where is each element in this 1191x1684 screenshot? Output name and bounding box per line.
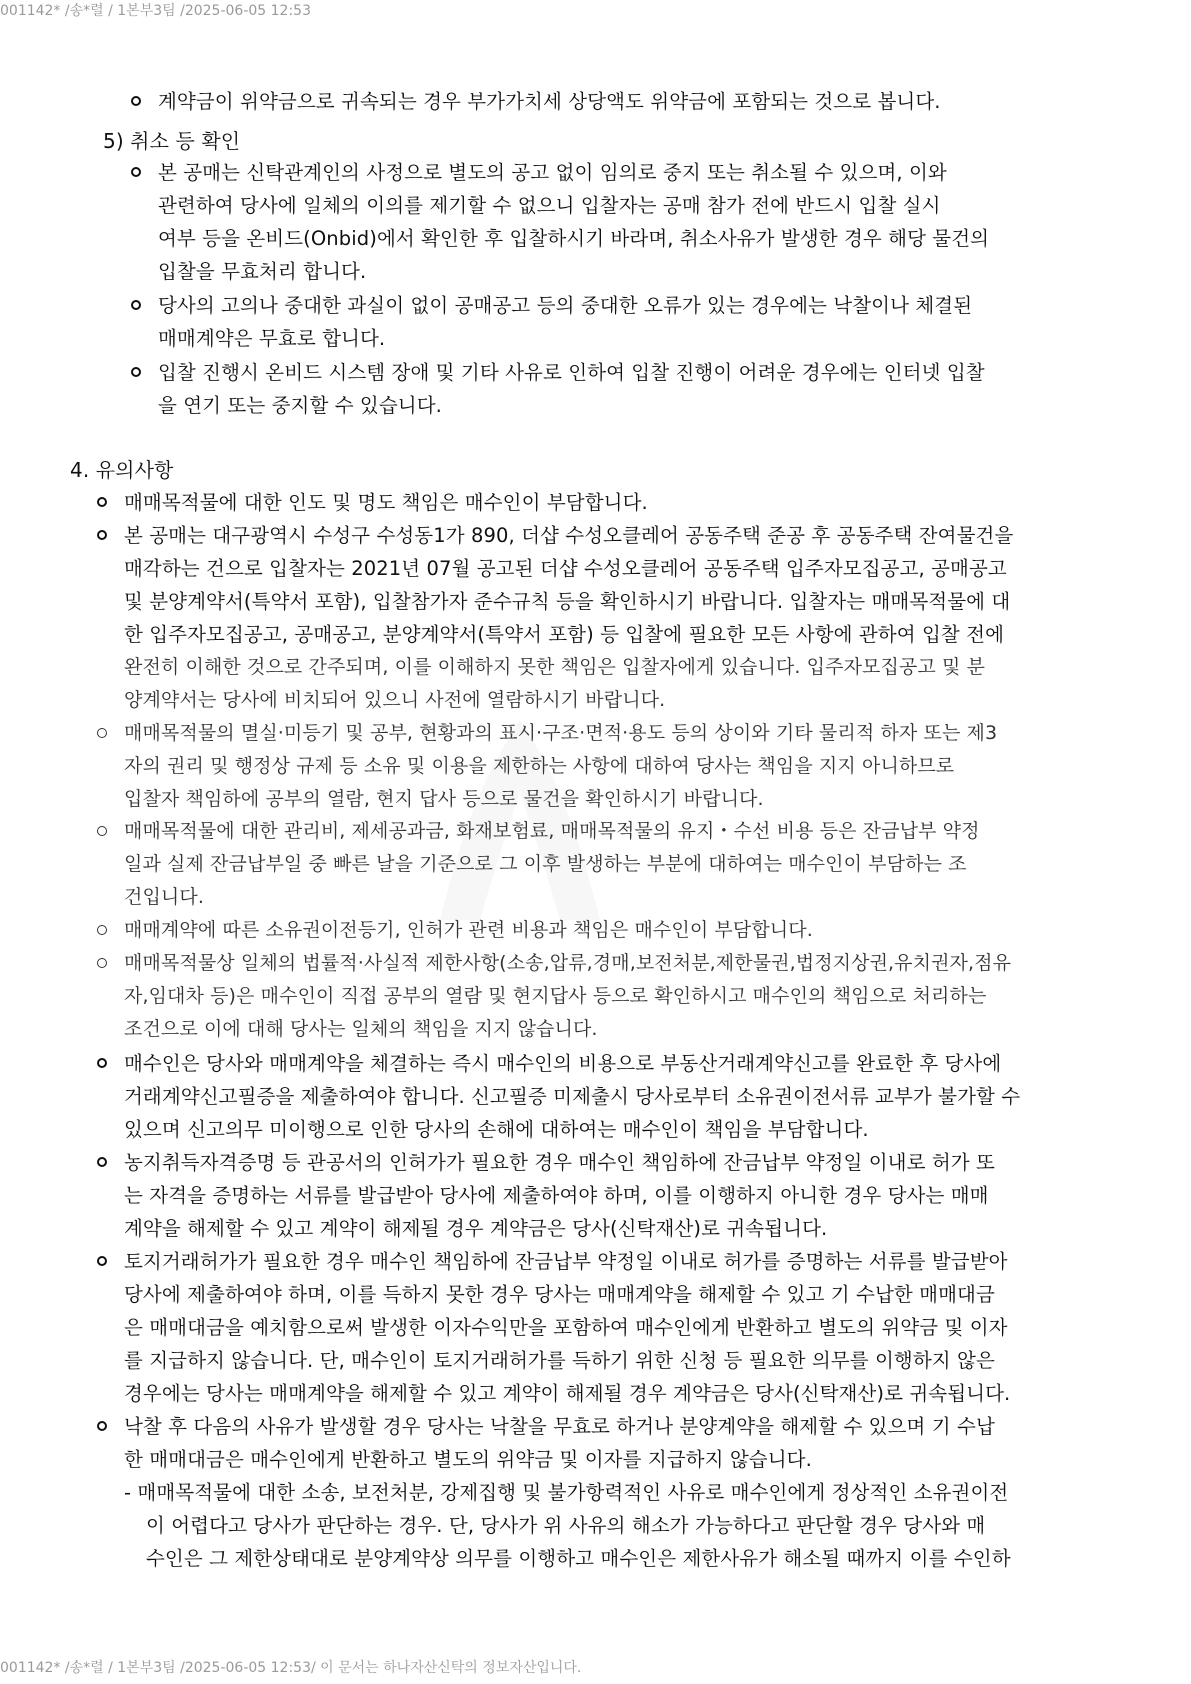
bullet-icon bbox=[97, 958, 107, 968]
bullet-icon bbox=[131, 367, 141, 377]
bullet-icon bbox=[97, 1421, 107, 1431]
text-line: 매수인은 당사와 매매계약을 체결하는 즉시 매수인의 비용으로 부동산거래계약신고를 완료한 후 당사에 bbox=[124, 1052, 1002, 1075]
bullet-icon bbox=[97, 1058, 107, 1068]
text-line: 계약금이 위약금으로 귀속되는 경우 부가가치세 상당액도 위약금에 포함되는 것으로 봅니다. bbox=[158, 90, 941, 113]
text-line: 한 매매대금은 매수인에게 반환하고 별도의 위약금 및 이자를 지급하지 않습니다. bbox=[124, 1448, 812, 1471]
text-line: 한 입주자모집공고, 공매공고, 분양계약서(특약서 포함) 등 입찰에 필요한 모든 사항에 관하여 입찰 전에 bbox=[124, 623, 1005, 646]
text-line: 매매목적물에 대한 관리비, 제세공과금, 화재보험료, 매매목적물의 유지・수선 비용 등은 잔금납부 약정 bbox=[124, 820, 980, 842]
text-line: 본 공매는 신탁관계인의 사정으로 별도의 공고 없이 임의로 중지 또는 취소될 수 있으며, 이와 bbox=[158, 161, 947, 184]
text-line: 매각하는 건으로 입찰자는 2021년 07월 공고된 더샵 수성오클레어 공동주택 입주자모집공고, 공매공고 bbox=[124, 557, 1007, 580]
text-line: 은 매매대금을 예치함으로써 발생한 이자수익만을 포함하여 매수인에게 반환하고 별도의 위약금 및 이자 bbox=[124, 1316, 1008, 1339]
text-line: 여부 등을 온비드(Onbid)에서 확인한 후 입찰하시기 바라며, 취소사유가 발생한 경우 해당 물건의 bbox=[158, 227, 990, 250]
bullet-icon bbox=[131, 167, 141, 177]
text-line: 당사에 제출하여야 하며, 이를 득하지 못한 경우 당사는 매매계약을 해제할 수 있고 기 수납한 매매대금 bbox=[124, 1283, 995, 1306]
bullet-icon bbox=[97, 826, 107, 836]
text-line: 관련하여 당사에 일체의 이의를 제기할 수 없으니 입찰자는 공매 참가 전에 반드시 입찰 실시 bbox=[158, 194, 941, 217]
text-line: 토지거래허가가 필요한 경우 매수인 책임하에 잔금납부 약정일 이내로 허가를 증명하는 서류를 발급받아 bbox=[124, 1250, 1008, 1273]
text-line: 당사의 고의나 중대한 과실이 없이 공매공고 등의 중대한 오류가 있는 경우에는 낙찰이나 체결된 bbox=[158, 294, 973, 317]
text-line: 경우에는 당사는 매매계약을 해제할 수 있고 계약이 해제될 경우 계약금은 당사(신탁재산)로 귀속됩니다. bbox=[124, 1382, 1011, 1405]
text-line: 조건으로 이에 대해 당사는 일체의 책임을 지지 않습니다. bbox=[124, 1018, 598, 1040]
text-line: 매매계약은 무효로 합니다. bbox=[158, 327, 386, 350]
header-stamp: 001142* /송*렬 / 1본부3팀 /2025-06-05 12:53 bbox=[0, 3, 311, 19]
text-line: 있으며 신고의무 미이행으로 인한 당사의 손해에 대하여는 매수인이 책임을 부담합니다. bbox=[124, 1118, 869, 1141]
text-line: 자,임대차 등)은 매수인이 직접 공부의 열람 및 현지답사 등으로 확인하시고 매수인의 책임으로 처리하는 bbox=[124, 985, 987, 1007]
text-line: 를 지급하지 않습니다. 단, 매수인이 토지거래허가를 득하기 위한 신청 등 필요한 의무를 이행하지 않은 bbox=[124, 1349, 995, 1372]
text-line: 건입니다. bbox=[124, 886, 204, 908]
bullet-icon bbox=[97, 728, 107, 738]
text-line: - 매매목적물에 대한 소송, 보전처분, 강제집행 및 불가항력적인 사유로 매수인에게 정상적인 소유권이전 bbox=[124, 1481, 1009, 1504]
bullet-icon bbox=[97, 530, 107, 540]
bullet-icon bbox=[97, 1256, 107, 1266]
footer-stamp: 001142* /송*렬 / 1본부3팀 /2025-06-05 12:53/ 이 문서는 하나자산신탁의 정보자산입니다. bbox=[0, 1660, 582, 1676]
text-line: 입찰 진행시 온비드 시스템 장애 및 기타 사유로 인하여 입찰 진행이 어려운 경우에는 인터넷 입찰 bbox=[158, 361, 985, 384]
text-line: 완전히 이해한 것으로 간주되며, 이를 이해하지 못한 책임은 입찰자에게 있습니다. 입주자모집공고 및 분 bbox=[124, 656, 986, 678]
text-line: 양계약서는 당사에 비치되어 있으니 사전에 열람하시기 바랍니다. bbox=[124, 689, 666, 711]
text-line: 매매목적물의 멸실·미등기 및 공부, 현황과의 표시·구조·면적·용도 등의 상이와 기타 물리적 하자 또는 제3 bbox=[124, 722, 998, 744]
text-line: 입찰자 책임하에 공부의 열람, 현지 답사 등으로 물건을 확인하시기 바랍니다. bbox=[124, 788, 764, 810]
text-line: 본 공매는 대구광역시 수성구 수성동1가 890, 더샵 수성오클레어 공동주택 준공 후 공동주택 잔여물건을 bbox=[124, 524, 1014, 547]
text-line: 이 어렵다고 당사가 판단하는 경우. 단, 당사가 위 사유의 해소가 가능하다고 판단할 경우 당사와 매 bbox=[146, 1514, 986, 1537]
text-line: 수인은 그 제한상태대로 분양계약상 의무를 이행하고 매수인은 제한사유가 해소될 때까지 이를 수인하 bbox=[146, 1547, 1011, 1570]
text-line: 을 연기 또는 중지할 수 있습니다. bbox=[158, 394, 442, 417]
bullet-icon bbox=[131, 300, 141, 310]
bullet-icon bbox=[97, 497, 107, 507]
bullet-icon bbox=[97, 925, 107, 935]
section-title: 5) 취소 등 확인 bbox=[103, 129, 241, 153]
text-line: 계약을 해제할 수 있고 계약이 해제될 경우 계약금은 당사(신탁재산)로 귀속됩니다. bbox=[124, 1217, 828, 1240]
text-line: 및 분양계약서(특약서 포함), 입찰참가자 준수규칙 등을 확인하시기 바랍니다. 입찰자는 매매목적물에 대 bbox=[124, 590, 1011, 613]
text-line: 거래계약신고필증을 제출하여야 합니다. 신고필증 미제출시 당사로부터 소유권이전서류 교부가 불가할 수 bbox=[124, 1085, 1021, 1108]
text-line: 매매목적물상 일체의 법률적·사실적 제한사항(소송,압류,경매,보전처분,제한물권,법정지상권,유치권자,점유 bbox=[124, 952, 1012, 974]
text-line: 일과 실제 잔금납부일 중 빠른 날을 기준으로 그 이후 발생하는 부분에 대하여는 매수인이 부담하는 조 bbox=[124, 853, 967, 875]
text-line: 는 자격을 증명하는 서류를 발급받아 당사에 제출하여야 하며, 이를 이행하지 아니한 경우 당사는 매매 bbox=[124, 1184, 989, 1207]
text-line: 자의 권리 및 행정상 규제 등 소유 및 이용을 제한하는 사항에 대하여 당사는 책임을 지지 아니하므로 bbox=[124, 755, 955, 777]
bullet-icon bbox=[131, 96, 141, 106]
text-line: 낙찰 후 다음의 사유가 발생할 경우 당사는 낙찰을 무효로 하거나 분양계약을 해제할 수 있으며 기 수납 bbox=[124, 1415, 995, 1438]
text-line: 매매목적물에 대한 인도 및 명도 책임은 매수인이 부담합니다. bbox=[124, 491, 648, 514]
bullet-icon bbox=[97, 1157, 107, 1167]
text-line: 매매계약에 따른 소유권이전등기, 인허가 관련 비용과 책임은 매수인이 부담합니다. bbox=[124, 919, 813, 941]
text-line: 입찰을 무효처리 합니다. bbox=[158, 260, 367, 283]
section-title: 4. 유의사항 bbox=[70, 458, 174, 482]
text-line: 농지취득자격증명 등 관공서의 인허가가 필요한 경우 매수인 책임하에 잔금납부 약정일 이내로 허가 또 bbox=[124, 1151, 995, 1174]
